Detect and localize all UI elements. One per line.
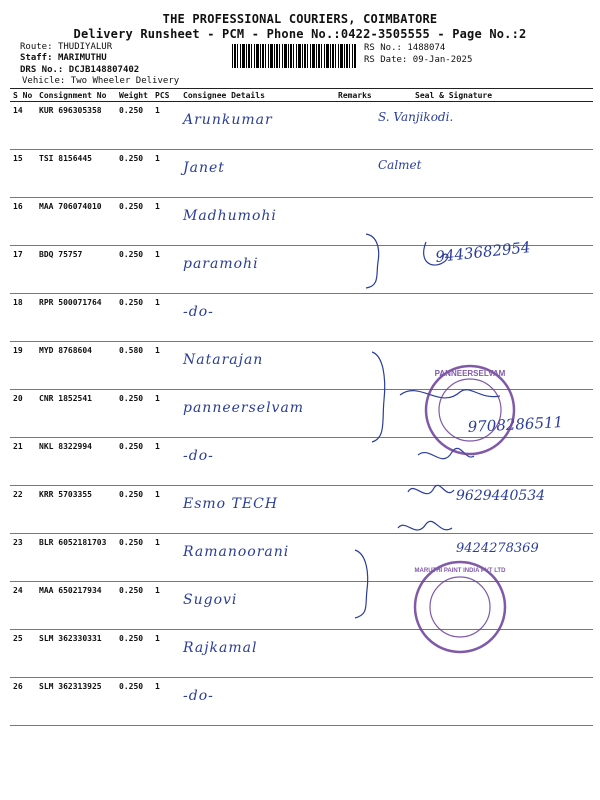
cell-signature: [375, 294, 593, 342]
cell-sno: 19: [10, 342, 36, 390]
rs-date-line: [364, 55, 472, 66]
cell-pcs: 1: [152, 150, 180, 198]
cell-signature: [375, 486, 593, 534]
cell-remarks: [335, 294, 375, 342]
cell-weight: 0.250: [116, 438, 152, 486]
cell-signature: [375, 678, 593, 726]
table-row: [10, 102, 593, 150]
cell-sno: 22: [10, 486, 36, 534]
cell-consignment: BDQ 75757: [36, 246, 116, 294]
cell-pcs: 1: [152, 246, 180, 294]
cell-remarks: [335, 150, 375, 198]
table-row: [10, 390, 593, 438]
cell-weight: 0.250: [116, 582, 152, 630]
cell-consignee: Natarajan: [180, 342, 335, 390]
cell-remarks: [335, 246, 375, 294]
cell-sno: 20: [10, 390, 36, 438]
route-line: [20, 42, 112, 53]
route-label: Route:: [20, 42, 53, 52]
col-pcs: PCS: [152, 89, 180, 102]
cell-weight: 0.250: [116, 534, 152, 582]
cell-weight: 0.250: [116, 678, 152, 726]
col-seal-signature: Seal & Signature: [375, 89, 593, 102]
cell-signature: [375, 582, 593, 630]
cell-remarks: [335, 438, 375, 486]
cell-sno: 18: [10, 294, 36, 342]
cell-sno: 21: [10, 438, 36, 486]
cell-sno: 23: [10, 534, 36, 582]
staff-line: [20, 53, 107, 64]
drs-value: DCJB148807402: [68, 65, 140, 75]
cell-signature: [375, 246, 593, 294]
table-row: [10, 246, 593, 294]
cell-sno: 16: [10, 198, 36, 246]
cell-pcs: 1: [152, 198, 180, 246]
cell-pcs: 1: [152, 678, 180, 726]
cell-weight: 0.250: [116, 390, 152, 438]
cell-consignee: -do-: [180, 438, 335, 486]
table-row: [10, 150, 593, 198]
cell-signature: S. Vanjikodi.: [375, 102, 593, 150]
cell-consignee: -do-: [180, 678, 335, 726]
drs-label: DRS No.:: [20, 65, 64, 75]
staff-label: Staff:: [20, 53, 53, 63]
cell-signature: [375, 630, 593, 678]
handwritten-phone-1: 9443682954: [434, 238, 532, 266]
cell-remarks: [335, 390, 375, 438]
cell-pcs: 1: [152, 630, 180, 678]
table-row: [10, 534, 593, 582]
cell-consignee: Arunkumar: [180, 102, 335, 150]
cell-signature: [375, 390, 593, 438]
vehicle-label: Vehicle:: [22, 76, 66, 86]
table-row: [10, 342, 593, 390]
cell-consignee: -do-: [180, 294, 335, 342]
cell-remarks: [335, 102, 375, 150]
cell-remarks: [335, 534, 375, 582]
cell-consignment: KUR 696305358: [36, 102, 116, 150]
cell-consignment: CNR 1852541: [36, 390, 116, 438]
col-weight: Weight: [116, 89, 152, 102]
cell-consignment: MYD 8768604: [36, 342, 116, 390]
cell-weight: 0.250: [116, 630, 152, 678]
stamp-1-text: PANNEERSELVAM: [434, 369, 506, 378]
vehicle-line: [22, 76, 179, 87]
cell-remarks: [335, 582, 375, 630]
runsheet-table: [10, 88, 593, 726]
cell-pcs: 1: [152, 582, 180, 630]
cell-weight: 0.250: [116, 294, 152, 342]
col-consignment: Consignment No: [36, 89, 116, 102]
cell-weight: 0.580: [116, 342, 152, 390]
rs-no-value: 1488074: [407, 43, 446, 53]
route-value: THUDIYALUR: [57, 42, 113, 52]
cell-remarks: [335, 486, 375, 534]
cell-consignment: SLM 362313925: [36, 678, 116, 726]
cell-weight: 0.250: [116, 246, 152, 294]
cell-sno: 25: [10, 630, 36, 678]
cell-sno: 17: [10, 246, 36, 294]
cell-remarks: [335, 342, 375, 390]
cell-signature: Calmet: [375, 150, 593, 198]
cell-weight: 0.250: [116, 102, 152, 150]
cell-pcs: 1: [152, 486, 180, 534]
cell-sno: 26: [10, 678, 36, 726]
cell-sno: 14: [10, 102, 36, 150]
cell-pcs: 1: [152, 438, 180, 486]
cell-pcs: 1: [152, 342, 180, 390]
table-row: [10, 198, 593, 246]
rs-no-line: [364, 43, 445, 54]
cell-consignee: Madhumohi: [180, 198, 335, 246]
cell-pcs: 1: [152, 294, 180, 342]
col-remarks: Remarks: [335, 89, 375, 102]
cell-consignee: panneerselvam: [180, 390, 335, 438]
cell-remarks: [335, 678, 375, 726]
cell-consignee: Esmo TECH: [180, 486, 335, 534]
stamp-2-text: MARUTHI PAINT INDIA PVT LTD: [414, 568, 506, 574]
drs-line: [20, 65, 139, 76]
table-row: [10, 486, 593, 534]
table-row: [10, 582, 593, 630]
rs-date-value: 09-Jan-2025: [412, 55, 473, 65]
cell-weight: 0.250: [116, 486, 152, 534]
handwritten-phone-4: 9424278369: [456, 541, 539, 556]
cell-sno: 24: [10, 582, 36, 630]
staff-value: MARIMUTHU: [57, 53, 107, 63]
cell-consignment: MAA 706074010: [36, 198, 116, 246]
cell-signature: [375, 438, 593, 486]
col-sno: S No: [10, 89, 36, 102]
rs-no-label: RS No.:: [364, 43, 402, 53]
cell-consignment: MAA 650217934: [36, 582, 116, 630]
cell-pcs: 1: [152, 390, 180, 438]
table-header-row: [10, 89, 593, 102]
table-row: [10, 438, 593, 486]
table-row: [10, 294, 593, 342]
table-row: [10, 630, 593, 678]
table-row: [10, 678, 593, 726]
cell-remarks: [335, 630, 375, 678]
cell-signature: [375, 198, 593, 246]
cell-consignment: TSI 8156445: [36, 150, 116, 198]
cell-signature: [375, 342, 593, 390]
cell-pcs: 1: [152, 534, 180, 582]
cell-consignee: Sugovi: [180, 582, 335, 630]
cell-consignment: RPR 500071764: [36, 294, 116, 342]
cell-weight: 0.250: [116, 150, 152, 198]
cell-consignee: Rajkamal: [180, 630, 335, 678]
cell-consignment: SLM 362330331: [36, 630, 116, 678]
cell-sno: 15: [10, 150, 36, 198]
cell-consignee: paramohi: [180, 246, 335, 294]
col-consignee: Consignee Details: [180, 89, 335, 102]
company-title: THE PROFESSIONAL COURIERS, COIMBATORE: [162, 12, 438, 26]
cell-weight: 0.250: [116, 198, 152, 246]
rs-date-label: RS Date:: [364, 55, 408, 65]
cell-pcs: 1: [152, 102, 180, 150]
handwritten-phone-2: 9708286511: [467, 413, 564, 436]
handwritten-phone-3: 9629440534: [456, 488, 546, 504]
vehicle-value: Two Wheeler Delivery: [70, 76, 180, 86]
cell-remarks: [335, 198, 375, 246]
cell-consignment: NKL 8322994: [36, 438, 116, 486]
cell-consignee: Janet: [180, 150, 335, 198]
cell-signature: [375, 534, 593, 582]
cell-consignee: Ramanoorani: [180, 534, 335, 582]
cell-consignment: KRR 5703355: [36, 486, 116, 534]
runsheet-subtitle: Delivery Runsheet - PCM - Phone No.:0422-3505555 - Page No.:2: [73, 27, 527, 41]
table-body: [10, 102, 593, 726]
barcode: [232, 44, 356, 68]
cell-consignment: BLR 6052181703: [36, 534, 116, 582]
